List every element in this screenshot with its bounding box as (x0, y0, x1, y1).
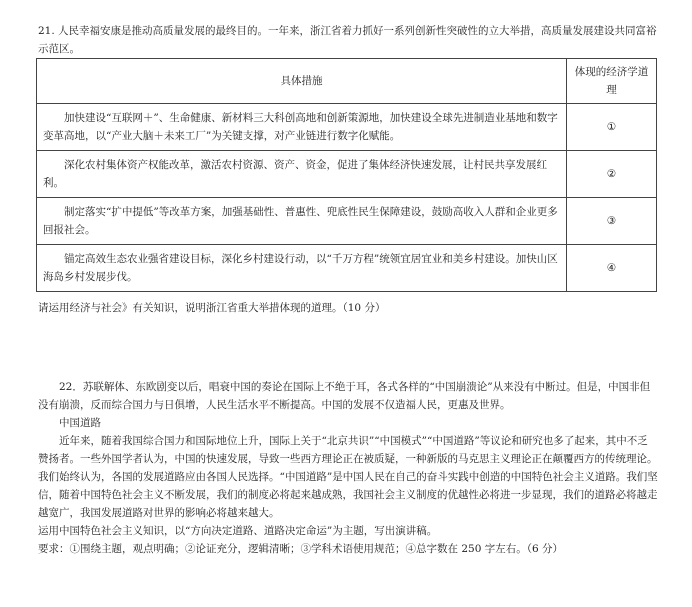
table-row (37, 245, 657, 292)
header-measures: 具体措施 (37, 59, 567, 104)
measure-cell: 锚定高效生态农业强省建设目标，深化乡村建设行动，以“千万方程”统领宜居宜业和美乡村建设。加快山区海岛乡村发展步伐。 (37, 245, 567, 292)
measure-cell: 加快建设“互联网＋”、生命健康、新材料三大科创高地和创新策源地，加快建设全球先进制造业基地和数字变革高地，以“产业大脑＋未来工厂”为关键支撑，对产业链进行数字化赋能。 (37, 104, 567, 151)
measure-cell: 制定落实“扩中提低”等改革方案，加强基础性、普惠性、兜底性民生保障建设，鼓励高收入人群和企业更多回报社会。 (37, 198, 567, 245)
table-row (37, 198, 657, 245)
answer-mark: ① (567, 104, 657, 151)
question-22-intro: 22．苏联解体、东欧剧变以后，唱衰中国的奏论在国际上不绝于耳，各式各样的“中国崩溃论”从来没有中断过。但是，中国非但没有崩溃，反而综合国力与日俱增，人民生活水平不断提高。中国的发展不仅造福人民，更惠及世界。 (38, 381, 651, 411)
question-22-task: 运用中国特色社会主义知识，以“方向决定道路、道路决定命运”为主题，写出演讲稿。 (38, 525, 438, 537)
answer-mark: ④ (567, 245, 657, 292)
table-row (37, 151, 657, 198)
table-row (37, 104, 657, 151)
answer-mark: ② (567, 151, 657, 198)
answer-mark: ③ (567, 198, 657, 245)
question-22-body: 近年来，随着我国综合国力和国际地位上升，国际上关于“北京共识”“中国模式”“中国道路”等议论和研究也多了起来，其中不乏赞扬者。一些外国学者认为，中国的快速发展，导致一些西方理论正在被质疑，一种新版的马克思主义理论正在颠覆西方的传统理论。我们始终认为，各国的发展道路应由各国人民选择。“中国道路”是中国人民在自己的奋斗实践中创造的中国特色社会主义道路。我们坚信，随着中国特色社会主义不断发展，我们的制度必将起来越成熟，我国社会主义制度的优越性必将进一步显现，我们的道路必将越走越宽广，我国发展道路对世界的影响必将越来越大。 (38, 435, 658, 519)
question-21-stem: 21. 人民幸福安康是推动高质量发展的最终目的。一年来，浙江省着力抓好一系列创新性突破性的立大举措，高质量发展建设共同富裕示范区。 (38, 25, 657, 55)
header-principle: 体现的经济学道理 (567, 59, 657, 104)
measure-cell: 深化农村集体资产权能改革，激活农村资源、资产、资金，促进了集体经济快速发展，让村民共享发展红利。 (37, 151, 567, 198)
question-22-subtitle: 中国道路 (59, 417, 101, 429)
question-21-table (36, 58, 657, 292)
question-22-requirements: 要求：①围绕主题，观点明确；②论证充分，逻辑清晰；③学科术语使用规范；④总字数在 250 字左右。（6 分） (38, 543, 563, 555)
question-22 (38, 378, 658, 558)
table-header-row (37, 59, 657, 104)
question-21-prompt: 请运用经济与社会》有关知识，说明浙江省重大举措体现的道理。（10 分） (38, 302, 386, 314)
